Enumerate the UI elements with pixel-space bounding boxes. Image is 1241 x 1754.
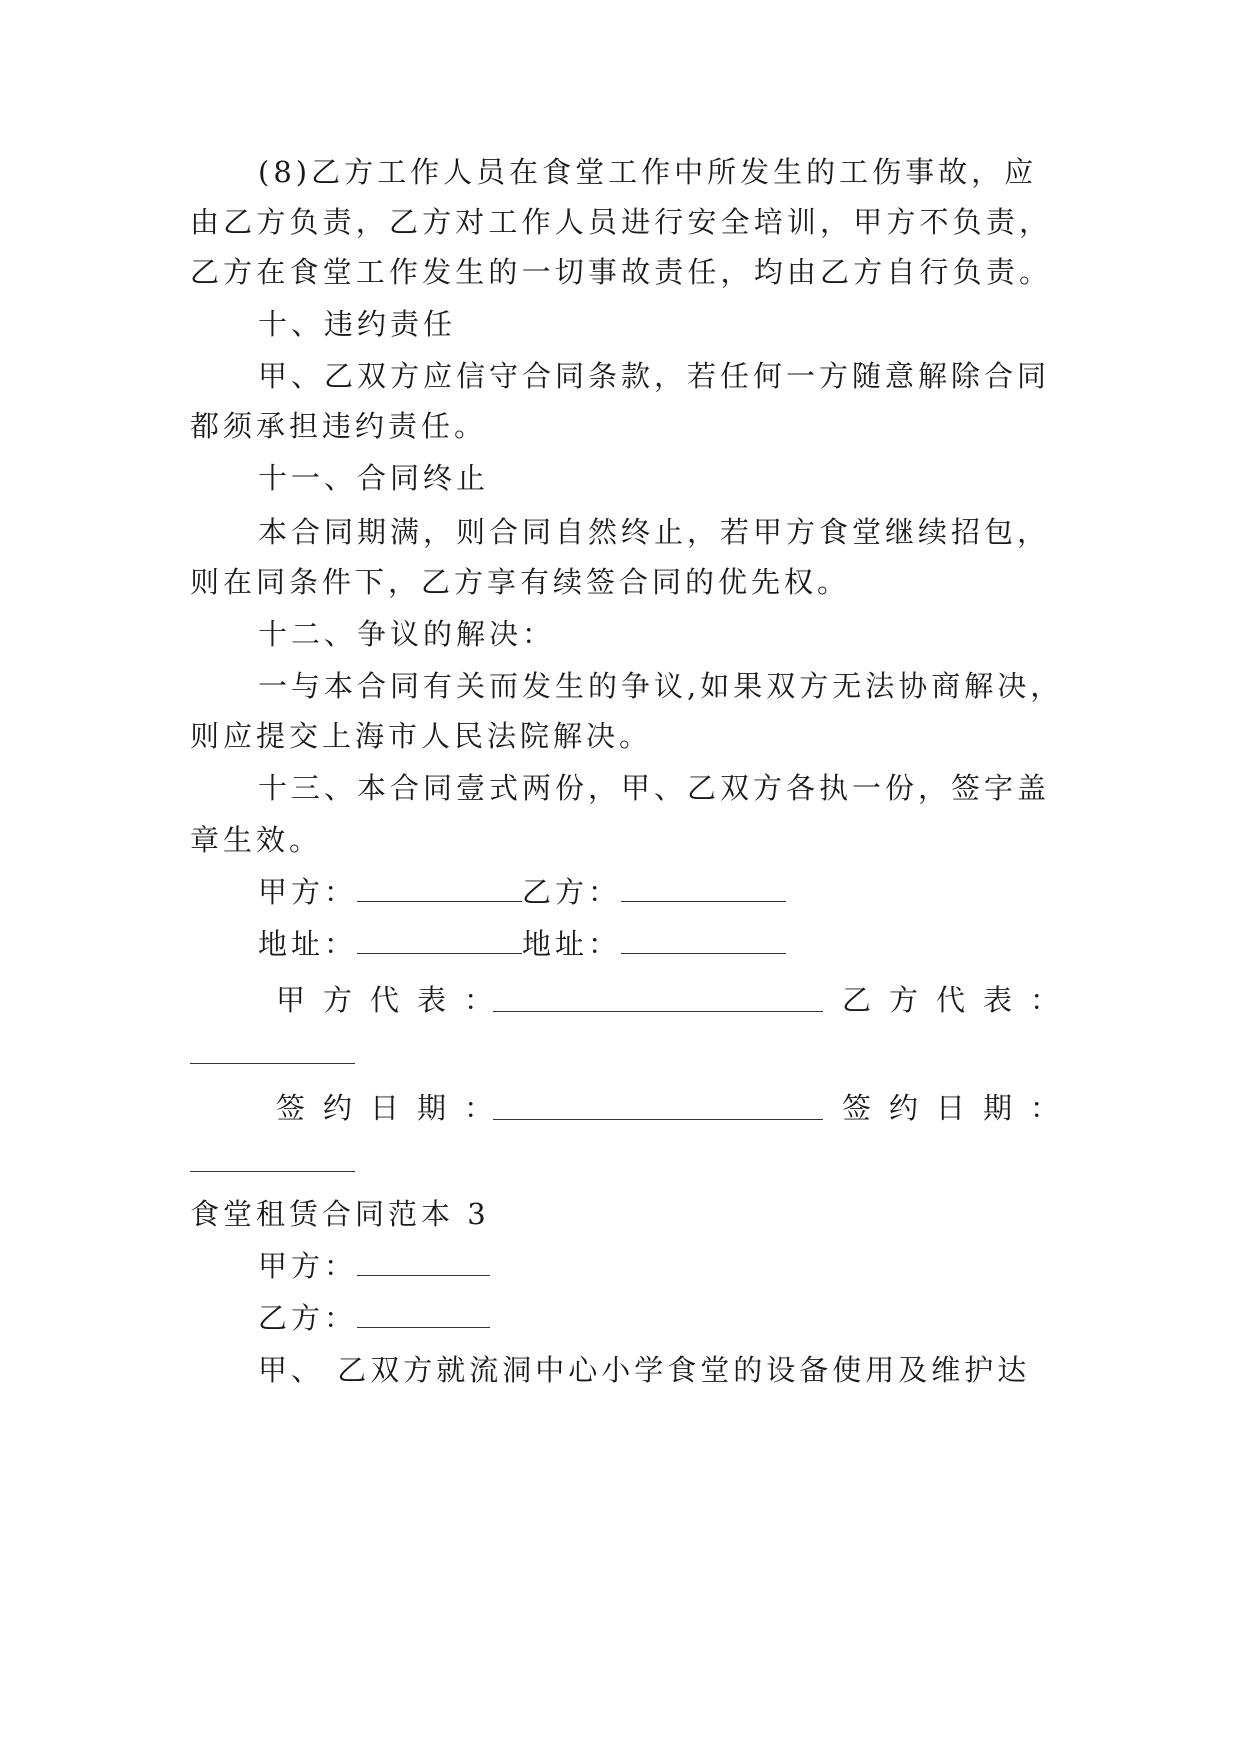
- address-b-blank: [621, 927, 786, 954]
- paragraph-line: 甲、乙双方应信守合同条款，若任何一方随意解除合同: [258, 359, 1051, 393]
- paragraph-line: 章生效。: [190, 823, 323, 857]
- rep-a-label: 甲方代表：: [276, 983, 512, 1017]
- party-a-label: 甲方：: [258, 875, 358, 909]
- party-row: [258, 872, 786, 912]
- address-a-blank: [357, 927, 522, 954]
- party-b-label: 乙方：: [522, 875, 622, 909]
- date-b-label: 签约日期：: [842, 1091, 1078, 1125]
- section-heading: 十二、争议的解决：: [258, 617, 556, 651]
- section-heading: 十、违约责任: [258, 307, 457, 341]
- rep-b-blank: [190, 1062, 355, 1064]
- rep-a-blank: [493, 1010, 823, 1012]
- address-row: [258, 924, 786, 964]
- party-b-label: 乙方：: [258, 1301, 358, 1335]
- address-a-label: 地址：: [258, 927, 358, 961]
- paragraph-line: 则在同条件下，乙方享有续签合同的优先权。: [190, 565, 851, 599]
- party-b-blank: [357, 1301, 490, 1328]
- paragraph-line: (8)乙方工作人员在食堂工作中所发生的工伤事故，应: [258, 155, 1038, 189]
- date-a-label: 签约日期：: [276, 1091, 512, 1125]
- paragraph-line: 甲、 乙双方就流洞中心小学食堂的设备使用及维护达: [258, 1353, 1031, 1387]
- paragraph-line: 乙方在食堂工作发生的一切事故责任，均由乙方自行负责。: [190, 255, 1048, 289]
- paragraph-line: 十三、本合同壹式两份，甲、乙双方各执一份，签字盖: [258, 771, 1051, 805]
- rep-b-label: 乙方代表：: [842, 983, 1078, 1017]
- paragraph-line: 都须承担违约责任。: [190, 409, 488, 443]
- section-heading: 十一、合同终止: [258, 461, 490, 495]
- paragraph-line: 由乙方负责，乙方对工作人员进行安全培训，甲方不负责，: [190, 205, 1048, 239]
- party-a-label: 甲方：: [258, 1249, 358, 1283]
- party-a-blank: [357, 875, 522, 902]
- party-b-row: [258, 1298, 490, 1338]
- contract-title: 食堂租赁合同范本 3: [190, 1197, 490, 1231]
- party-a-blank: [357, 1249, 490, 1276]
- address-b-label: 地址：: [522, 927, 622, 961]
- paragraph-line: 则应提交上海市人民法院解决。: [190, 719, 653, 753]
- paragraph-line: 本合同期满，则合同自然终止，若甲方食堂继续招包，: [258, 515, 1051, 549]
- paragraph-line: 一与本合同有关而发生的争议,如果双方无法协商解决，: [258, 669, 1064, 703]
- party-a-row: [258, 1246, 490, 1286]
- party-b-blank: [621, 875, 786, 902]
- date-a-blank: [493, 1118, 823, 1120]
- date-b-blank: [190, 1170, 355, 1172]
